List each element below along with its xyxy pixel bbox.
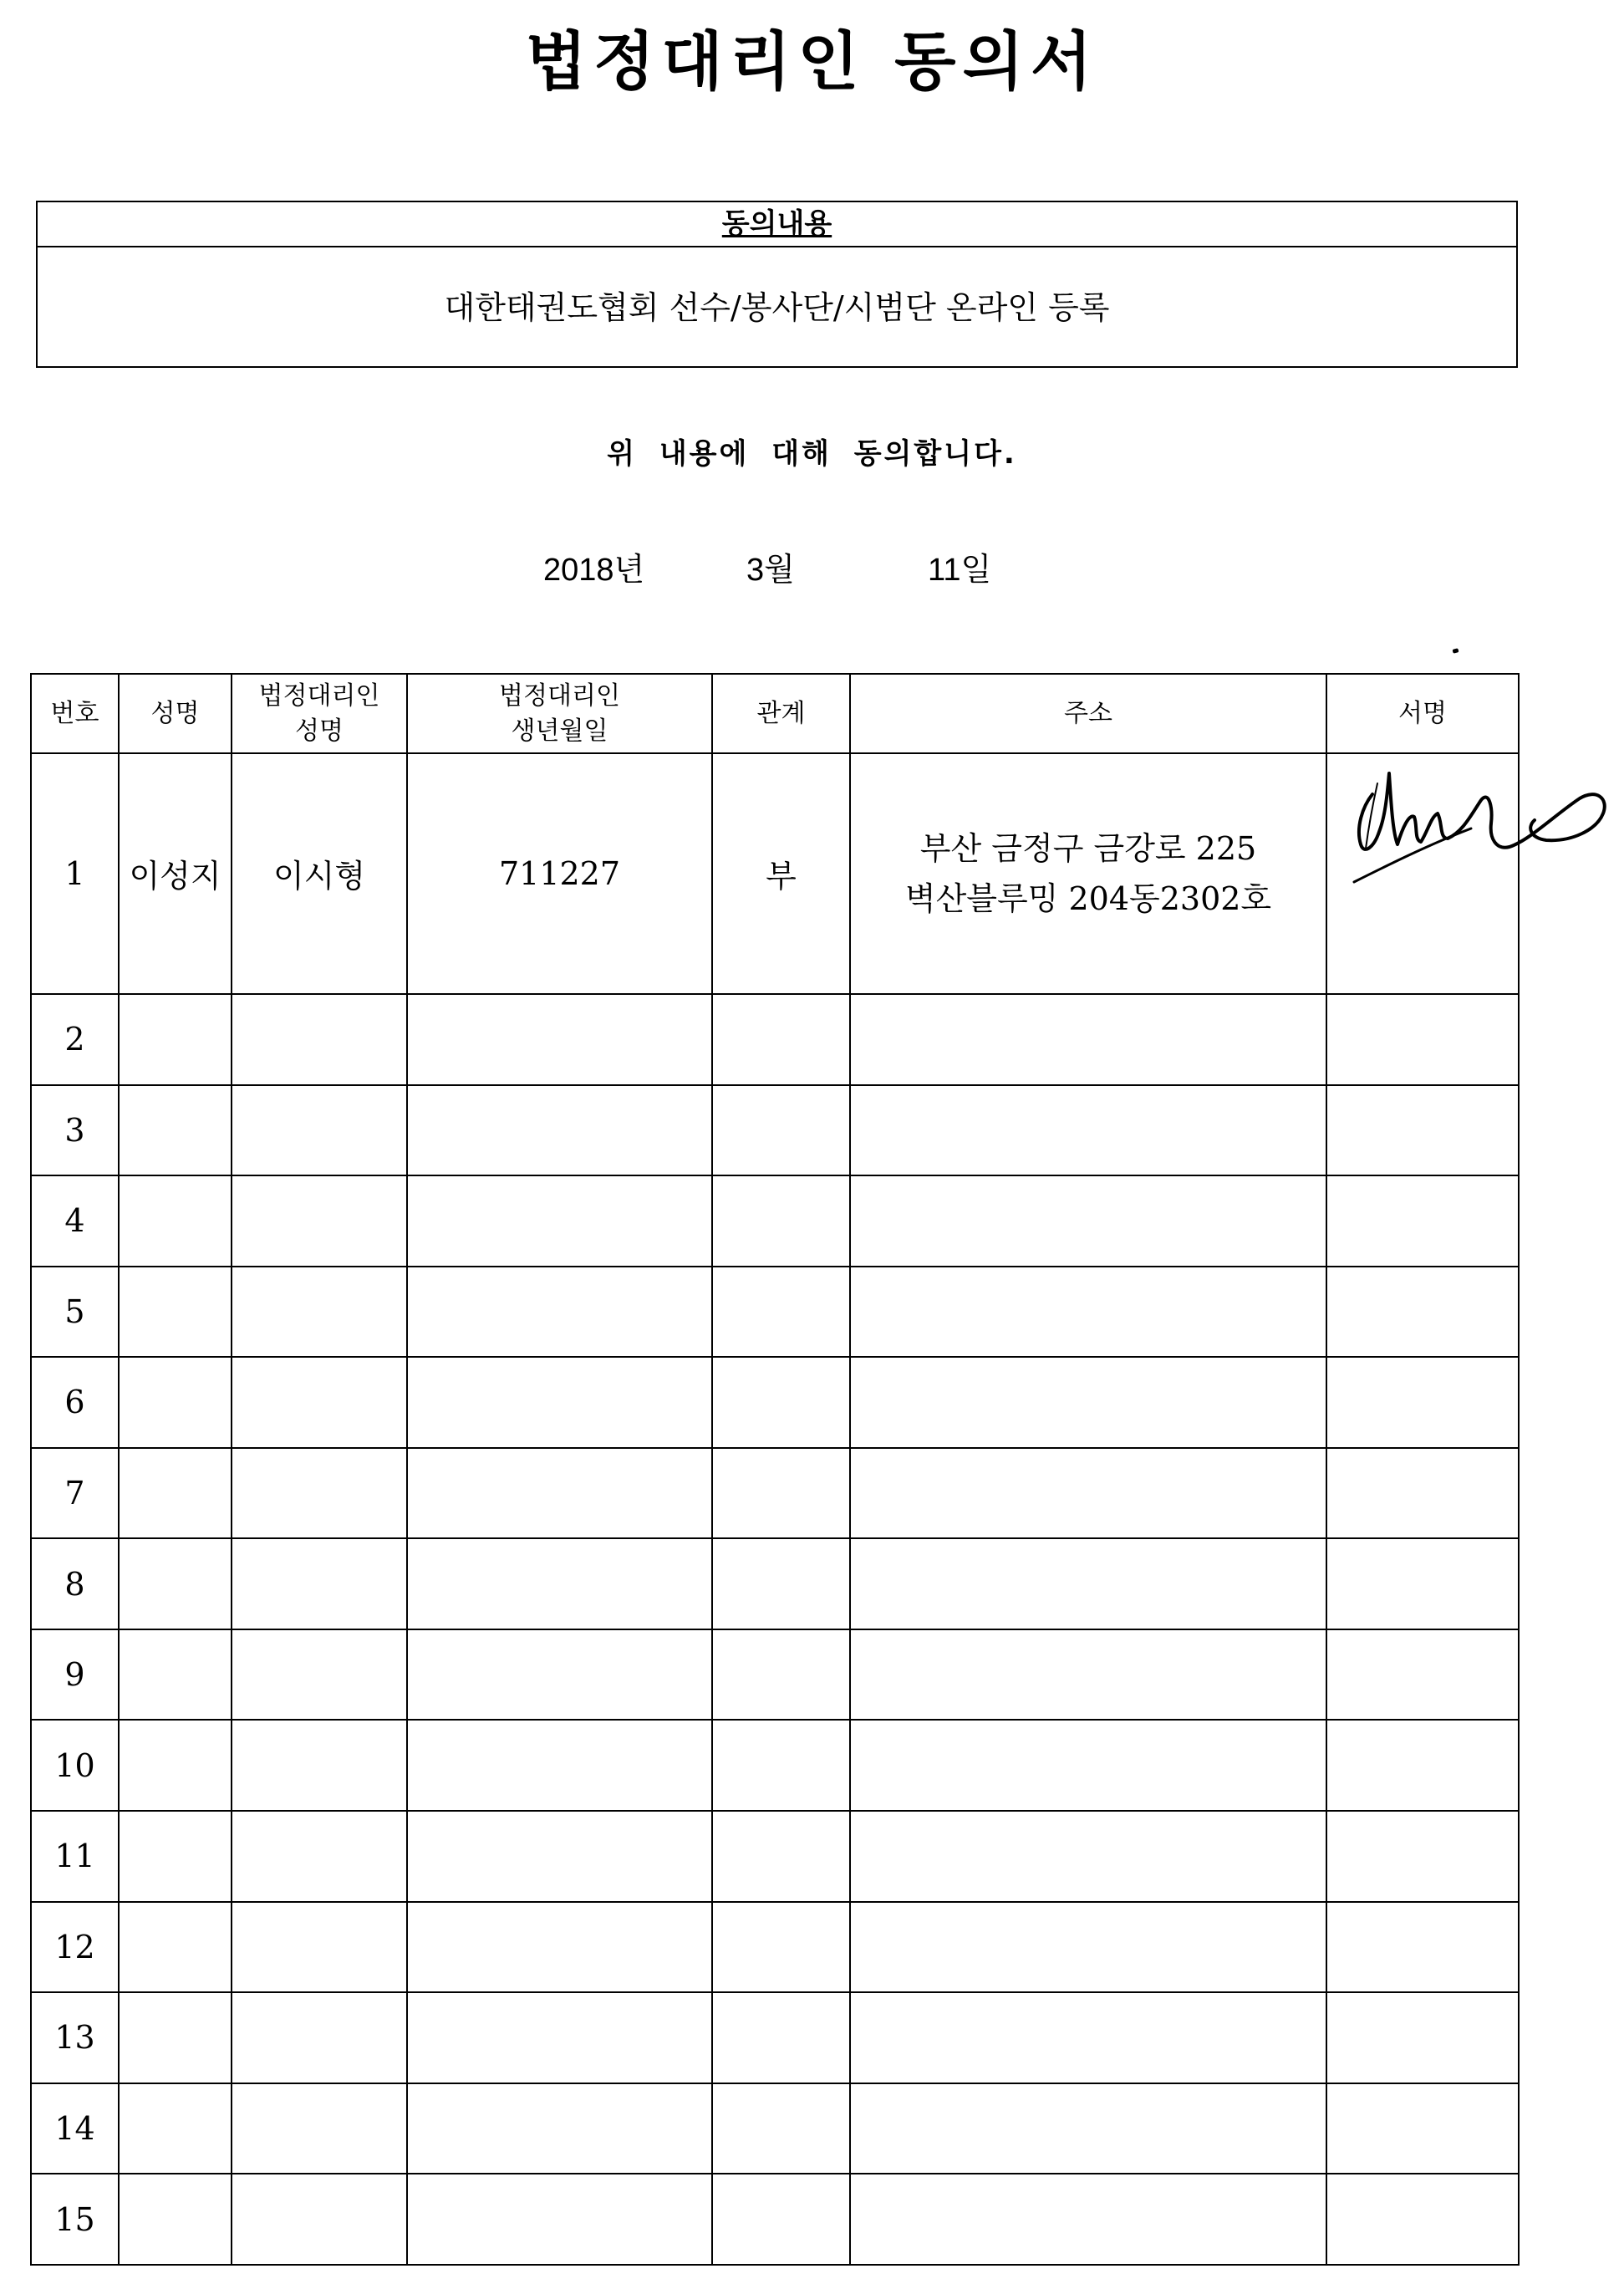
row-guardian-name: [232, 1992, 407, 2083]
row-signature-cell: [1326, 2174, 1519, 2265]
header-guardian-birth-line1: 법정대리인: [499, 681, 620, 711]
header-guardian-name: [232, 674, 407, 753]
row-address: [850, 1175, 1326, 1267]
table-row: [31, 994, 1519, 1085]
date-year: 2018년: [543, 553, 645, 588]
row-number: 5: [31, 1267, 119, 1358]
row-number: 1: [31, 753, 119, 994]
row-number: 6: [31, 1357, 119, 1448]
table-row: [31, 1992, 1519, 2083]
row-guardian-name: 이시형: [232, 753, 407, 994]
row-name: [119, 994, 232, 1085]
row-address-line2: 벽산블루밍 204동2302호: [904, 879, 1272, 917]
row-address: [850, 1992, 1326, 2083]
row-guardian-birth: [407, 1720, 712, 1811]
row-guardian-birth: [407, 1448, 712, 1539]
consent-box: [36, 201, 1518, 368]
row-relation: [712, 1448, 850, 1539]
row-name: [119, 2174, 232, 2265]
row-signature-cell: [1326, 1175, 1519, 1267]
table-row: [31, 753, 1519, 994]
table-row: [31, 1357, 1519, 1448]
row-number: 2: [31, 994, 119, 1085]
agree-statement: 위 내용에 대해 동의합니다.: [607, 437, 1017, 471]
row-number: 13: [31, 1992, 119, 2083]
table-row: [31, 1085, 1519, 1176]
table-row: [31, 1720, 1519, 1811]
document-title: 법정대리인 동의서: [525, 24, 1099, 99]
table-row: [31, 1902, 1519, 1993]
row-signature-cell: [1326, 1811, 1519, 1902]
row-name: [119, 1085, 232, 1176]
row-number: 8: [31, 1538, 119, 1629]
row-guardian-birth: [407, 1267, 712, 1358]
row-relation: [712, 1629, 850, 1721]
row-address: [850, 994, 1326, 1085]
header-relation: 관계: [712, 674, 850, 753]
row-address: [850, 2083, 1326, 2174]
row-guardian-birth: 711227: [407, 753, 712, 994]
row-relation: [712, 994, 850, 1085]
row-signature-cell: [1326, 994, 1519, 1085]
row-name: [119, 1992, 232, 2083]
table-row: [31, 1448, 1519, 1539]
row-address: [850, 1902, 1326, 1993]
row-address: [850, 2174, 1326, 2265]
row-guardian-name: [232, 1357, 407, 1448]
row-relation: [712, 1085, 850, 1176]
row-guardian-birth: [407, 2083, 712, 2174]
row-relation: [712, 1175, 850, 1267]
table-row: [31, 1629, 1519, 1721]
row-address: [850, 1357, 1326, 1448]
row-address: [850, 1448, 1326, 1539]
header-number: 번호: [31, 674, 119, 753]
header-guardian-birth: [407, 674, 712, 753]
row-guardian-birth: [407, 2174, 712, 2265]
row-guardian-birth: [407, 1085, 712, 1176]
row-guardian-name: [232, 2083, 407, 2174]
row-guardian-name: [232, 1720, 407, 1811]
row-number: 4: [31, 1175, 119, 1267]
row-number: 12: [31, 1902, 119, 1993]
table-row: [31, 1267, 1519, 1358]
row-signature-cell: [1326, 1357, 1519, 1448]
row-guardian-birth: [407, 1357, 712, 1448]
row-signature-cell: [1326, 1720, 1519, 1811]
row-guardian-name: [232, 1538, 407, 1629]
row-address: [850, 1629, 1326, 1721]
row-relation: [712, 1811, 850, 1902]
row-guardian-birth: [407, 1538, 712, 1629]
row-name: [119, 1175, 232, 1267]
row-name: [119, 1902, 232, 1993]
row-guardian-birth: [407, 1629, 712, 1721]
date-day: 11일: [928, 553, 992, 588]
row-guardian-name: [232, 1629, 407, 1721]
row-number: 9: [31, 1629, 119, 1721]
row-address-line1: 부산 금정구 금강로 225: [919, 829, 1257, 867]
row-number: 11: [31, 1811, 119, 1902]
table-header-row: [31, 674, 1519, 753]
row-guardian-name: [232, 1175, 407, 1267]
row-guardian-birth: [407, 1902, 712, 1993]
row-guardian-name: [232, 1267, 407, 1358]
row-number: 15: [31, 2174, 119, 2265]
row-guardian-name: [232, 1448, 407, 1539]
row-signature-cell: [1326, 1902, 1519, 1993]
table-row: [31, 1175, 1519, 1267]
header-name: 성명: [119, 674, 232, 753]
header-address: 주소: [850, 674, 1326, 753]
table-row: [31, 1811, 1519, 1902]
consent-content: 대한태권도협회 선수/봉사단/시범단 온라인 등록: [444, 289, 1110, 326]
row-address: [850, 753, 1326, 994]
handwritten-signature: [1337, 748, 1613, 890]
row-address: [850, 1720, 1326, 1811]
row-relation: [712, 1992, 850, 2083]
row-guardian-birth: [407, 1811, 712, 1902]
date-month: 3월: [746, 553, 795, 588]
guardian-table: [30, 673, 1520, 2266]
header-guardian-name-line1: 법정대리인: [258, 681, 380, 711]
row-relation: [712, 1357, 850, 1448]
row-guardian-name: [232, 2174, 407, 2265]
row-address: [850, 1267, 1326, 1358]
row-relation: 부: [712, 753, 850, 994]
row-signature-cell: [1326, 1267, 1519, 1358]
consent-header: 동의내용: [38, 202, 1516, 247]
row-relation: [712, 1538, 850, 1629]
row-name: [119, 1629, 232, 1721]
row-guardian-name: [232, 994, 407, 1085]
row-address: [850, 1811, 1326, 1902]
row-address: [850, 1538, 1326, 1629]
row-name: 이성지: [119, 753, 232, 994]
header-guardian-name-line2: 성명: [295, 716, 344, 746]
row-signature-cell: [1326, 1992, 1519, 2083]
row-guardian-name: [232, 1811, 407, 1902]
row-guardian-birth: [407, 994, 712, 1085]
row-signature-cell: [1326, 2083, 1519, 2174]
header-guardian-birth-line2: 생년월일: [511, 716, 608, 746]
row-name: [119, 1448, 232, 1539]
row-number: 3: [31, 1085, 119, 1176]
row-relation: [712, 1902, 850, 1993]
table-row: [31, 2083, 1519, 2174]
row-guardian-birth: [407, 1175, 712, 1267]
row-guardian-name: [232, 1902, 407, 1993]
row-name: [119, 2083, 232, 2174]
table-row: [31, 1538, 1519, 1629]
row-signature-cell: [1326, 1629, 1519, 1721]
row-name: [119, 1357, 232, 1448]
header-signature: 서명: [1326, 674, 1519, 753]
row-number: 14: [31, 2083, 119, 2174]
row-signature-cell: [1326, 1538, 1519, 1629]
row-number: 7: [31, 1448, 119, 1539]
row-relation: [712, 2174, 850, 2265]
row-name: [119, 1267, 232, 1358]
stray-mark: [1452, 648, 1459, 654]
row-signature-cell: [1326, 1085, 1519, 1176]
row-relation: [712, 1267, 850, 1358]
table-row: [31, 2174, 1519, 2265]
row-guardian-birth: [407, 1992, 712, 2083]
row-relation: [712, 1720, 850, 1811]
row-relation: [712, 2083, 850, 2174]
row-guardian-name: [232, 1085, 407, 1176]
row-number: 10: [31, 1720, 119, 1811]
row-name: [119, 1538, 232, 1629]
row-signature-cell: [1326, 1448, 1519, 1539]
row-name: [119, 1720, 232, 1811]
row-name: [119, 1811, 232, 1902]
row-address: [850, 1085, 1326, 1176]
